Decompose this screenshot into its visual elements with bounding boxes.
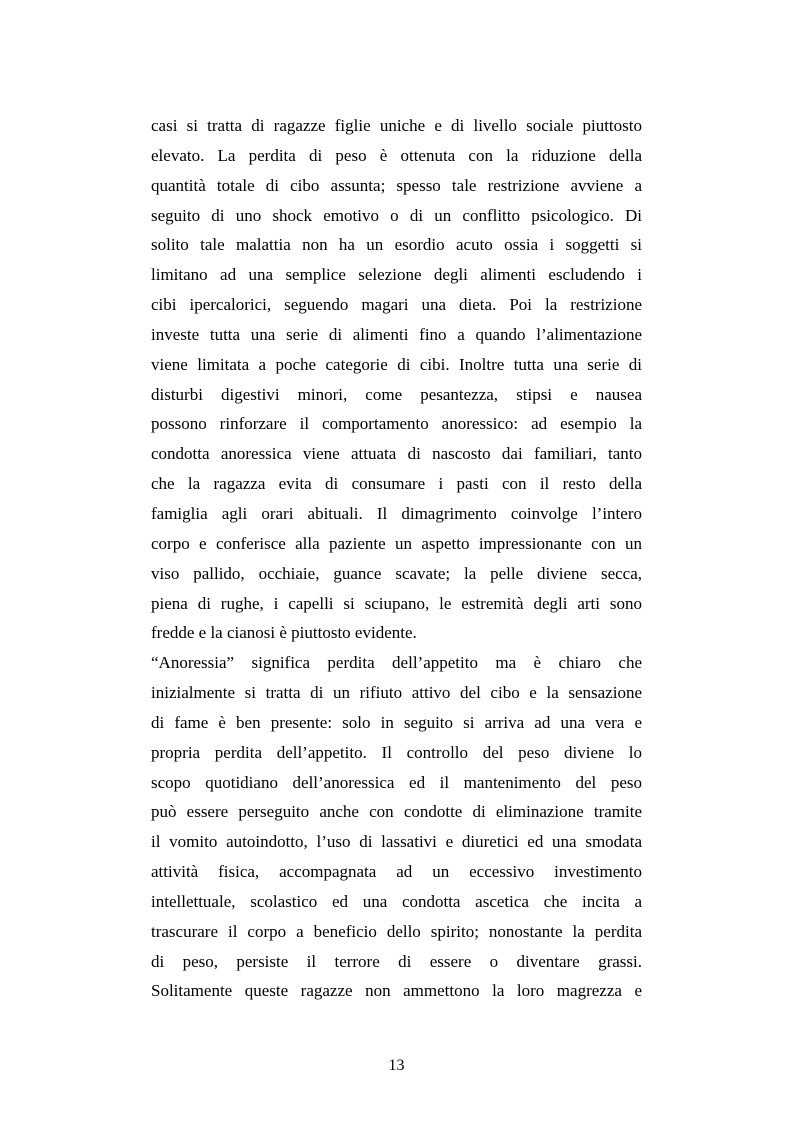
text-line: seguito di uno shock emotivo o di un conflitto psicologico. Di [151,205,642,225]
text-line: condotta anoressica viene attuata di nascosto dai familiari, tanto [151,444,642,464]
text-line: intellettuale, scolastico ed una condotta ascetica che incita a [151,891,642,911]
page-number: 13 [388,1057,405,1074]
text-line: famiglia agli orari abituali. Il dimagrimento coinvolge l’intero [151,503,642,523]
body-text [151,111,642,1006]
paragraph-1 [151,111,642,648]
text-line: piena di rughe, i capelli si sciupano, le estremità degli arti sono [151,593,642,613]
text-line: corpo e conferisce alla paziente un aspetto impressionante con un [151,533,642,553]
text-line: può essere perseguito anche con condotte di eliminazione tramite [151,802,642,822]
text-line: limitano ad una semplice selezione degli alimenti escludendo i [151,265,642,285]
text-line: solito tale malattia non ha un esordio acuto ossia i soggetti si [151,235,642,255]
text-line: Solitamente queste ragazze non ammettono la loro magrezza e [151,981,642,1001]
text-line: inizialmente si tratta di un rifiuto attivo del cibo e la sensazione [151,683,642,703]
text-line: cibi ipercalorici, seguendo magari una dieta. Poi la restrizione [151,295,642,315]
text-line: il vomito autoindotto, l’uso di lassativi e diuretici ed una smodata [151,832,642,852]
text-line: viso pallido, occhiaie, guance scavate; la pelle diviene secca, [151,563,642,583]
text-line: quantità totale di cibo assunta; spesso tale restrizione avviene a [151,175,642,195]
text-line: fredde e la cianosi è piuttosto evidente. [151,623,417,643]
text-line: di fame è ben presente: solo in seguito si arriva ad una vera e [151,712,642,732]
text-line: possono rinforzare il comportamento anoressico: ad esempio la [151,414,642,434]
text-line: disturbi digestivi minori, come pesantezza, stipsi e nausea [151,384,642,404]
text-line: attività fisica, accompagnata ad un eccessivo investimento [151,862,642,882]
text-line: elevato. La perdita di peso è ottenuta con la riduzione della [151,145,642,165]
text-line: di peso, persiste il terrore di essere o diventare grassi. [151,951,642,971]
text-line: scopo quotidiano dell’anoressica ed il mantenimento del peso [151,772,642,792]
text-line: “Anoressia” significa perdita dell’appetito ma è chiaro che [151,653,642,673]
text-line: casi si tratta di ragazze figlie uniche e di livello sociale piuttosto [151,116,642,135]
text-line: investe tutta una serie di alimenti fino a quando l’alimentazione [151,324,642,344]
text-line: trascurare il corpo a beneficio dello spirito; nonostante la perdita [151,921,642,941]
paragraph-2 [151,648,642,1006]
text-line: propria perdita dell’appetito. Il controllo del peso diviene lo [151,742,642,762]
text-line: viene limitata a poche categorie di cibi. Inoltre tutta una serie di [151,354,642,374]
text-line: che la ragazza evita di consumare i pasti con il resto della [151,474,642,494]
